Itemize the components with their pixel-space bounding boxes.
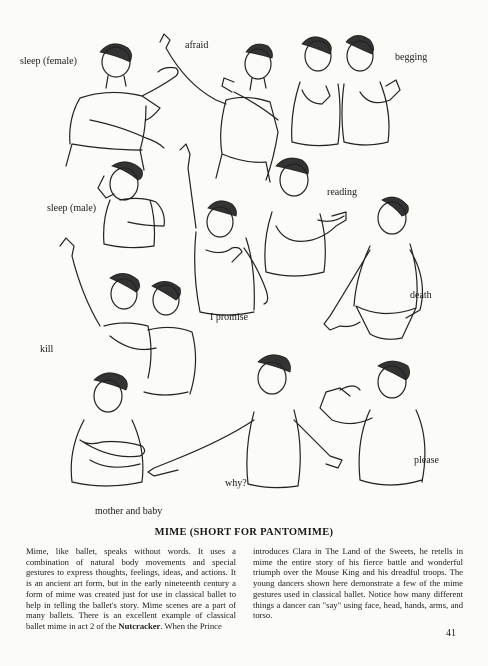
label-mother-and-baby: mother and baby [95,506,163,517]
body-text-right [253,546,463,621]
label-reading: reading [327,187,357,198]
label-sleep-female: sleep (female) [20,56,77,67]
figure-sleep-male [98,162,164,248]
figure-please [320,361,425,485]
figure-mother-and-baby [71,373,144,486]
figure-begging [292,35,400,145]
label-please: please [414,455,439,466]
section-heading: MIME (SHORT FOR PANTOMIME) [154,527,334,538]
label-i-promise: I promise [210,312,249,323]
page-number: 41 [446,628,456,639]
figure-i-promise [180,144,268,315]
body-text-right-main: introduces Clara in The Land of the Sweets, he retells in mime the entire story of his fierce battle and wonderful triumph over the Mouse King and his dreadful troops. The young dancers shown here demonstrate a few of the mime gestures used in classical ballet. Notice how many different things a dancer can "say" using face, head, hands, arms, and torso. [253,546,463,621]
label-begging: begging [395,52,428,63]
figure-afraid [160,34,278,182]
figure-kill [60,238,196,395]
figure-reading [265,158,346,276]
label-sleep-male: sleep (male) [47,203,97,214]
body-text-left-tail: . When the Prince [160,620,222,631]
label-afraid: afraid [185,40,209,51]
body-text-left-main: Mime, like ballet, speaks without words. It uses a combination of natural body movements and special gestures to express thoughts, feelings, ideas, and actions. It is an ancient art form, but in the early nineteenth century a form of mime was created just for use in classical ballet to help in telling the ballet's story. Mime scenes are a part of many ballets. There is an excellent example of classical ballet mime in act 2 of the [26,546,236,631]
body-text-left [26,546,236,632]
label-why: why? [225,478,247,489]
figure-why [148,355,342,488]
figure-sleep-female [66,44,178,170]
label-kill: kill [40,344,54,355]
label-death: death [410,290,432,301]
nutcracker-title: Nutcracker [118,620,161,631]
